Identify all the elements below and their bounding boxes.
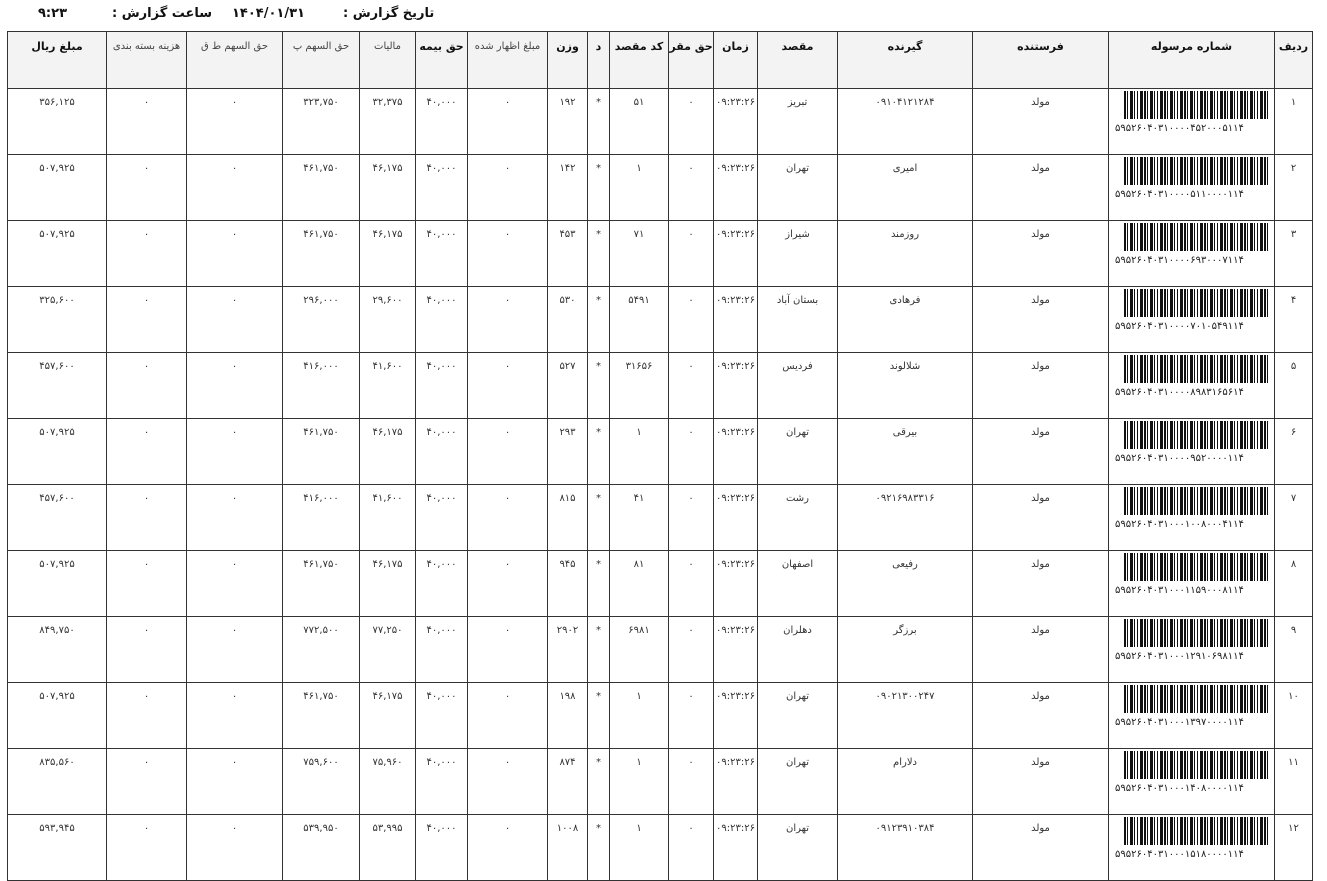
cell-tracking-number — [1109, 221, 1275, 287]
barcode-image — [1124, 487, 1270, 515]
cell-share-tq: ۰ — [187, 221, 283, 287]
cell-receiver: ۰۹۲۱۶۹۸۳۳۱۶ — [838, 485, 973, 551]
cell-share-p: ۴۶۱,۷۵۰ — [283, 551, 360, 617]
cell-receiver: برزگر — [838, 617, 973, 683]
cell-amount-rial: ۵۹۳,۹۴۵ — [8, 815, 107, 881]
cell-tax: ۵۳,۹۹۵ — [360, 815, 416, 881]
cell-insurance: ۴۰,۰۰۰ — [416, 353, 468, 419]
cell-tax: ۴۶,۱۷۵ — [360, 155, 416, 221]
cell-base-fee: ۰ — [669, 419, 714, 485]
cell-tax: ۴۱,۶۰۰ — [360, 485, 416, 551]
cell-tracking-number — [1109, 485, 1275, 551]
cell-tax: ۷۷,۲۵۰ — [360, 617, 416, 683]
cell-declared-amount: ۰ — [468, 419, 548, 485]
cell-tracking-number — [1109, 551, 1275, 617]
cell-time: ۰۹:۲۳:۲۶ — [714, 89, 758, 155]
cell-share-tq: ۰ — [187, 485, 283, 551]
cell-amount-rial: ۴۵۷,۶۰۰ — [8, 353, 107, 419]
cell-share-p: ۷۵۹,۶۰۰ — [283, 749, 360, 815]
barcode-number: ۵۹۵۲۶۰۴۰۳۱۰۰۰۰۵۱۱۰۰۰۰۱۱۴ — [1115, 189, 1244, 200]
table-row — [8, 155, 1313, 221]
col-header-row-number: ردیف — [1275, 32, 1313, 89]
barcode-number: ۵۹۵۲۶۰۴۰۳۱۰۰۰۱۴۰۸۰۰۰۰۱۱۴ — [1115, 783, 1244, 794]
cell-share-tq: ۰ — [187, 89, 283, 155]
col-header-declared-amount: مبلغ اظهار شده — [468, 32, 548, 89]
cell-destination-code: ۵۱ — [610, 89, 669, 155]
cell-weight: ۲۹۰۲ — [548, 617, 588, 683]
barcode-image — [1124, 553, 1270, 581]
cell-weight: ۵۲۷ — [548, 353, 588, 419]
cell-tracking-number — [1109, 155, 1275, 221]
cell-insurance: ۴۰,۰۰۰ — [416, 485, 468, 551]
cell-d: * — [588, 617, 610, 683]
table-row — [8, 89, 1313, 155]
cell-amount-rial: ۵۰۷,۹۲۵ — [8, 551, 107, 617]
cell-weight: ۵۳۰ — [548, 287, 588, 353]
cell-d: * — [588, 485, 610, 551]
table-row — [8, 485, 1313, 551]
cell-weight: ۱۴۲ — [548, 155, 588, 221]
cell-share-tq: ۰ — [187, 551, 283, 617]
cell-sender: مولد — [973, 89, 1109, 155]
cell-row-number: ۹ — [1275, 617, 1313, 683]
barcode-number: ۵۹۵۲۶۰۴۰۳۱۰۰۰۱۰۰۸۰۰۰۴۱۱۴ — [1115, 519, 1244, 530]
cell-weight: ۴۵۳ — [548, 221, 588, 287]
cell-packing-cost: ۰ — [107, 485, 187, 551]
cell-row-number: ۱ — [1275, 89, 1313, 155]
cell-time: ۰۹:۲۳:۲۶ — [714, 749, 758, 815]
cell-declared-amount: ۰ — [468, 485, 548, 551]
col-header-tracking-number: شماره مرسوله — [1109, 32, 1275, 89]
col-header-share-tq: حق السهم ط ق — [187, 32, 283, 89]
cell-packing-cost: ۰ — [107, 551, 187, 617]
cell-tracking-number — [1109, 683, 1275, 749]
report-date-value: ۱۴۰۴/۰۱/۳۱ — [232, 6, 305, 21]
cell-receiver: شلالوند — [838, 353, 973, 419]
cell-d: * — [588, 155, 610, 221]
cell-base-fee: ۰ — [669, 89, 714, 155]
cell-packing-cost: ۰ — [107, 749, 187, 815]
cell-time: ۰۹:۲۳:۲۶ — [714, 353, 758, 419]
cell-declared-amount: ۰ — [468, 89, 548, 155]
cell-declared-amount: ۰ — [468, 815, 548, 881]
cell-row-number: ۸ — [1275, 551, 1313, 617]
cell-insurance: ۴۰,۰۰۰ — [416, 89, 468, 155]
table-row — [8, 287, 1313, 353]
cell-share-p: ۴۶۱,۷۵۰ — [283, 221, 360, 287]
barcode-image — [1124, 289, 1270, 317]
cell-sender: مولد — [973, 749, 1109, 815]
cell-packing-cost: ۰ — [107, 683, 187, 749]
barcode-number: ۵۹۵۲۶۰۴۰۳۱۰۰۰۰۷۰۱۰۵۴۹۱۱۴ — [1115, 321, 1244, 332]
cell-destination: فردیس — [758, 353, 838, 419]
cell-base-fee: ۰ — [669, 683, 714, 749]
barcode-number: ۵۹۵۲۶۰۴۰۳۱۰۰۰۰۹۵۲۰۰۰۰۱۱۴ — [1115, 453, 1244, 464]
cell-tracking-number — [1109, 353, 1275, 419]
barcode-image — [1124, 157, 1270, 185]
barcode-image — [1124, 91, 1270, 119]
cell-destination: تهران — [758, 815, 838, 881]
col-header-d: د — [588, 32, 610, 89]
cell-packing-cost: ۰ — [107, 221, 187, 287]
cell-insurance: ۴۰,۰۰۰ — [416, 155, 468, 221]
cell-tracking-number — [1109, 815, 1275, 881]
barcode-image — [1124, 751, 1270, 779]
cell-packing-cost: ۰ — [107, 89, 187, 155]
cell-time: ۰۹:۲۳:۲۶ — [714, 815, 758, 881]
cell-insurance: ۴۰,۰۰۰ — [416, 617, 468, 683]
cell-destination: تهران — [758, 419, 838, 485]
cell-destination-code: ۱ — [610, 419, 669, 485]
cell-sender: مولد — [973, 683, 1109, 749]
cell-declared-amount: ۰ — [468, 155, 548, 221]
cell-time: ۰۹:۲۳:۲۶ — [714, 221, 758, 287]
cell-base-fee: ۰ — [669, 617, 714, 683]
table-row — [8, 353, 1313, 419]
cell-base-fee: ۰ — [669, 287, 714, 353]
cell-share-tq: ۰ — [187, 683, 283, 749]
shipments-table — [7, 31, 1313, 881]
barcode-number: ۵۹۵۲۶۰۴۰۳۱۰۰۰۱۱۵۹۰۰۰۸۱۱۴ — [1115, 585, 1244, 596]
barcode-image — [1124, 817, 1270, 845]
cell-sender: مولد — [973, 815, 1109, 881]
table-row — [8, 419, 1313, 485]
cell-amount-rial: ۵۰۷,۹۲۵ — [8, 683, 107, 749]
col-header-share-p: حق السهم پ — [283, 32, 360, 89]
cell-d: * — [588, 221, 610, 287]
barcode-image — [1124, 223, 1270, 251]
cell-d: * — [588, 287, 610, 353]
cell-sender: مولد — [973, 155, 1109, 221]
cell-row-number: ۳ — [1275, 221, 1313, 287]
cell-destination-code: ۱ — [610, 155, 669, 221]
cell-row-number: ۱۲ — [1275, 815, 1313, 881]
cell-destination-code: ۶۹۸۱ — [610, 617, 669, 683]
cell-time: ۰۹:۲۳:۲۶ — [714, 617, 758, 683]
cell-row-number: ۱۱ — [1275, 749, 1313, 815]
cell-base-fee: ۰ — [669, 353, 714, 419]
cell-base-fee: ۰ — [669, 749, 714, 815]
cell-d: * — [588, 815, 610, 881]
cell-amount-rial: ۳۲۵,۶۰۰ — [8, 287, 107, 353]
cell-time: ۰۹:۲۳:۲۶ — [714, 287, 758, 353]
barcode-number: ۵۹۵۲۶۰۴۰۳۱۰۰۰۰۴۵۲۰۰۰۵۱۱۴ — [1115, 123, 1244, 134]
cell-destination-code: ۱ — [610, 815, 669, 881]
cell-tracking-number — [1109, 749, 1275, 815]
col-header-weight: وزن — [548, 32, 588, 89]
cell-insurance: ۴۰,۰۰۰ — [416, 683, 468, 749]
cell-insurance: ۴۰,۰۰۰ — [416, 221, 468, 287]
cell-weight: ۸۱۵ — [548, 485, 588, 551]
cell-tracking-number — [1109, 287, 1275, 353]
cell-sender: مولد — [973, 221, 1109, 287]
cell-declared-amount: ۰ — [468, 353, 548, 419]
col-header-time: زمان — [714, 32, 758, 89]
cell-destination-code: ۴۱ — [610, 485, 669, 551]
cell-share-p: ۴۱۶,۰۰۰ — [283, 353, 360, 419]
barcode-number: ۵۹۵۲۶۰۴۰۳۱۰۰۰۱۳۹۷۰۰۰۰۱۱۴ — [1115, 717, 1244, 728]
cell-row-number: ۴ — [1275, 287, 1313, 353]
cell-insurance: ۴۰,۰۰۰ — [416, 419, 468, 485]
cell-receiver: امیری — [838, 155, 973, 221]
cell-row-number: ۲ — [1275, 155, 1313, 221]
cell-base-fee: ۰ — [669, 551, 714, 617]
cell-d: * — [588, 419, 610, 485]
cell-share-p: ۴۶۱,۷۵۰ — [283, 155, 360, 221]
cell-declared-amount: ۰ — [468, 683, 548, 749]
cell-tracking-number — [1109, 617, 1275, 683]
cell-amount-rial: ۸۴۹,۷۵۰ — [8, 617, 107, 683]
cell-receiver: ۰۹۱۲۳۹۱۰۳۸۴ — [838, 815, 973, 881]
cell-share-tq: ۰ — [187, 155, 283, 221]
cell-destination: رشت — [758, 485, 838, 551]
cell-declared-amount: ۰ — [468, 551, 548, 617]
col-header-destination: مقصد — [758, 32, 838, 89]
cell-row-number: ۶ — [1275, 419, 1313, 485]
col-header-tax: مالیات — [360, 32, 416, 89]
cell-d: * — [588, 551, 610, 617]
cell-destination: اصفهان — [758, 551, 838, 617]
col-header-amount-rial: مبلغ ریال — [8, 32, 107, 89]
cell-share-p: ۵۳۹,۹۵۰ — [283, 815, 360, 881]
cell-receiver: ۰۹۱۰۴۱۲۱۲۸۴ — [838, 89, 973, 155]
cell-amount-rial: ۸۳۵,۵۶۰ — [8, 749, 107, 815]
cell-packing-cost: ۰ — [107, 419, 187, 485]
table-row — [8, 749, 1313, 815]
cell-share-p: ۳۲۳,۷۵۰ — [283, 89, 360, 155]
col-header-sender: فرستنده — [973, 32, 1109, 89]
cell-share-tq: ۰ — [187, 419, 283, 485]
report-time-value: ۹:۲۳ — [38, 6, 68, 21]
cell-weight: ۹۴۵ — [548, 551, 588, 617]
cell-packing-cost: ۰ — [107, 617, 187, 683]
barcode-number: ۵۹۵۲۶۰۴۰۳۱۰۰۰۱۵۱۸۰۰۰۰۱۱۴ — [1115, 849, 1244, 860]
cell-share-tq: ۰ — [187, 749, 283, 815]
barcode-number: ۵۹۵۲۶۰۴۰۳۱۰۰۰۱۲۹۱۰۶۹۸۱۱۴ — [1115, 651, 1244, 662]
cell-base-fee: ۰ — [669, 815, 714, 881]
cell-amount-rial: ۵۰۷,۹۲۵ — [8, 155, 107, 221]
cell-share-p: ۲۹۶,۰۰۰ — [283, 287, 360, 353]
cell-time: ۰۹:۲۳:۲۶ — [714, 485, 758, 551]
cell-tracking-number — [1109, 419, 1275, 485]
cell-amount-rial: ۵۰۷,۹۲۵ — [8, 221, 107, 287]
cell-insurance: ۴۰,۰۰۰ — [416, 815, 468, 881]
cell-insurance: ۴۰,۰۰۰ — [416, 749, 468, 815]
cell-sender: مولد — [973, 287, 1109, 353]
cell-declared-amount: ۰ — [468, 749, 548, 815]
cell-row-number: ۵ — [1275, 353, 1313, 419]
cell-packing-cost: ۰ — [107, 155, 187, 221]
cell-weight: ۸۷۴ — [548, 749, 588, 815]
cell-declared-amount: ۰ — [468, 287, 548, 353]
report-date-label: تاریخ گزارش : — [343, 6, 435, 21]
report-time-label: ساعت گزارش : — [112, 6, 213, 21]
cell-sender: مولد — [973, 551, 1109, 617]
cell-share-p: ۴۶۱,۷۵۰ — [283, 419, 360, 485]
cell-sender: مولد — [973, 419, 1109, 485]
cell-packing-cost: ۰ — [107, 353, 187, 419]
cell-weight: ۱۹۸ — [548, 683, 588, 749]
cell-receiver: فرهادی — [838, 287, 973, 353]
cell-destination-code: ۱ — [610, 749, 669, 815]
cell-destination: دهلران — [758, 617, 838, 683]
cell-tax: ۴۶,۱۷۵ — [360, 221, 416, 287]
cell-tax: ۲۹,۶۰۰ — [360, 287, 416, 353]
cell-base-fee: ۰ — [669, 485, 714, 551]
table-row — [8, 815, 1313, 881]
cell-tax: ۴۱,۶۰۰ — [360, 353, 416, 419]
cell-share-p: ۷۷۲,۵۰۰ — [283, 617, 360, 683]
cell-share-tq: ۰ — [187, 287, 283, 353]
cell-time: ۰۹:۲۳:۲۶ — [714, 683, 758, 749]
cell-amount-rial: ۳۵۶,۱۲۵ — [8, 89, 107, 155]
cell-base-fee: ۰ — [669, 155, 714, 221]
barcode-image — [1124, 355, 1270, 383]
cell-sender: مولد — [973, 617, 1109, 683]
cell-share-p: ۴۶۱,۷۵۰ — [283, 683, 360, 749]
cell-receiver: روزمند — [838, 221, 973, 287]
cell-declared-amount: ۰ — [468, 617, 548, 683]
cell-time: ۰۹:۲۳:۲۶ — [714, 551, 758, 617]
cell-declared-amount: ۰ — [468, 221, 548, 287]
cell-weight: ۲۹۳ — [548, 419, 588, 485]
cell-destination-code: ۸۱ — [610, 551, 669, 617]
col-header-insurance: حق بیمه — [416, 32, 468, 89]
col-header-receiver: گیرنده — [838, 32, 973, 89]
cell-tax: ۴۶,۱۷۵ — [360, 419, 416, 485]
cell-receiver: رفیعی — [838, 551, 973, 617]
cell-tax: ۴۶,۱۷۵ — [360, 683, 416, 749]
cell-tax: ۴۶,۱۷۵ — [360, 551, 416, 617]
cell-tax: ۷۵,۹۶۰ — [360, 749, 416, 815]
barcode-image — [1124, 421, 1270, 449]
barcode-image — [1124, 619, 1270, 647]
cell-insurance: ۴۰,۰۰۰ — [416, 551, 468, 617]
cell-amount-rial: ۴۵۷,۶۰۰ — [8, 485, 107, 551]
table-row — [8, 551, 1313, 617]
barcode-number: ۵۹۵۲۶۰۴۰۳۱۰۰۰۰۸۹۸۳۱۶۵۶۱۴ — [1115, 387, 1244, 398]
table-header-row — [8, 32, 1313, 89]
cell-row-number: ۷ — [1275, 485, 1313, 551]
table-row — [8, 617, 1313, 683]
cell-share-tq: ۰ — [187, 353, 283, 419]
cell-destination-code: ۵۴۹۱ — [610, 287, 669, 353]
cell-destination: شیراز — [758, 221, 838, 287]
cell-time: ۰۹:۲۳:۲۶ — [714, 419, 758, 485]
cell-share-p: ۴۱۶,۰۰۰ — [283, 485, 360, 551]
cell-receiver: دلارام — [838, 749, 973, 815]
cell-insurance: ۴۰,۰۰۰ — [416, 287, 468, 353]
cell-share-tq: ۰ — [187, 815, 283, 881]
barcode-image — [1124, 685, 1270, 713]
cell-base-fee: ۰ — [669, 221, 714, 287]
cell-d: * — [588, 749, 610, 815]
col-header-destination-code: کد مقصد — [610, 32, 669, 89]
barcode-number: ۵۹۵۲۶۰۴۰۳۱۰۰۰۰۶۹۳۰۰۰۷۱۱۴ — [1115, 255, 1244, 266]
cell-destination: بستان آباد — [758, 287, 838, 353]
cell-weight: ۱۰۰۸ — [548, 815, 588, 881]
cell-tracking-number — [1109, 89, 1275, 155]
cell-d: * — [588, 683, 610, 749]
cell-destination-code: ۱ — [610, 683, 669, 749]
cell-destination-code: ۳۱۶۵۶ — [610, 353, 669, 419]
cell-receiver: ۰۹۰۲۱۳۰۰۲۴۷ — [838, 683, 973, 749]
cell-destination: تبریز — [758, 89, 838, 155]
cell-amount-rial: ۵۰۷,۹۲۵ — [8, 419, 107, 485]
cell-destination-code: ۷۱ — [610, 221, 669, 287]
col-header-packing-cost: هزینه بسته بندی — [107, 32, 187, 89]
cell-sender: مولد — [973, 353, 1109, 419]
col-header-base-fee: حق مقر — [669, 32, 714, 89]
cell-destination: تهران — [758, 749, 838, 815]
table-row — [8, 683, 1313, 749]
cell-destination: تهران — [758, 155, 838, 221]
cell-d: * — [588, 353, 610, 419]
cell-packing-cost: ۰ — [107, 815, 187, 881]
cell-receiver: بیرقی — [838, 419, 973, 485]
cell-sender: مولد — [973, 485, 1109, 551]
cell-time: ۰۹:۲۳:۲۶ — [714, 155, 758, 221]
table-row — [8, 221, 1313, 287]
cell-tax: ۳۲,۳۷۵ — [360, 89, 416, 155]
cell-d: * — [588, 89, 610, 155]
cell-packing-cost: ۰ — [107, 287, 187, 353]
cell-row-number: ۱۰ — [1275, 683, 1313, 749]
cell-destination: تهران — [758, 683, 838, 749]
cell-weight: ۱۹۲ — [548, 89, 588, 155]
cell-share-tq: ۰ — [187, 617, 283, 683]
